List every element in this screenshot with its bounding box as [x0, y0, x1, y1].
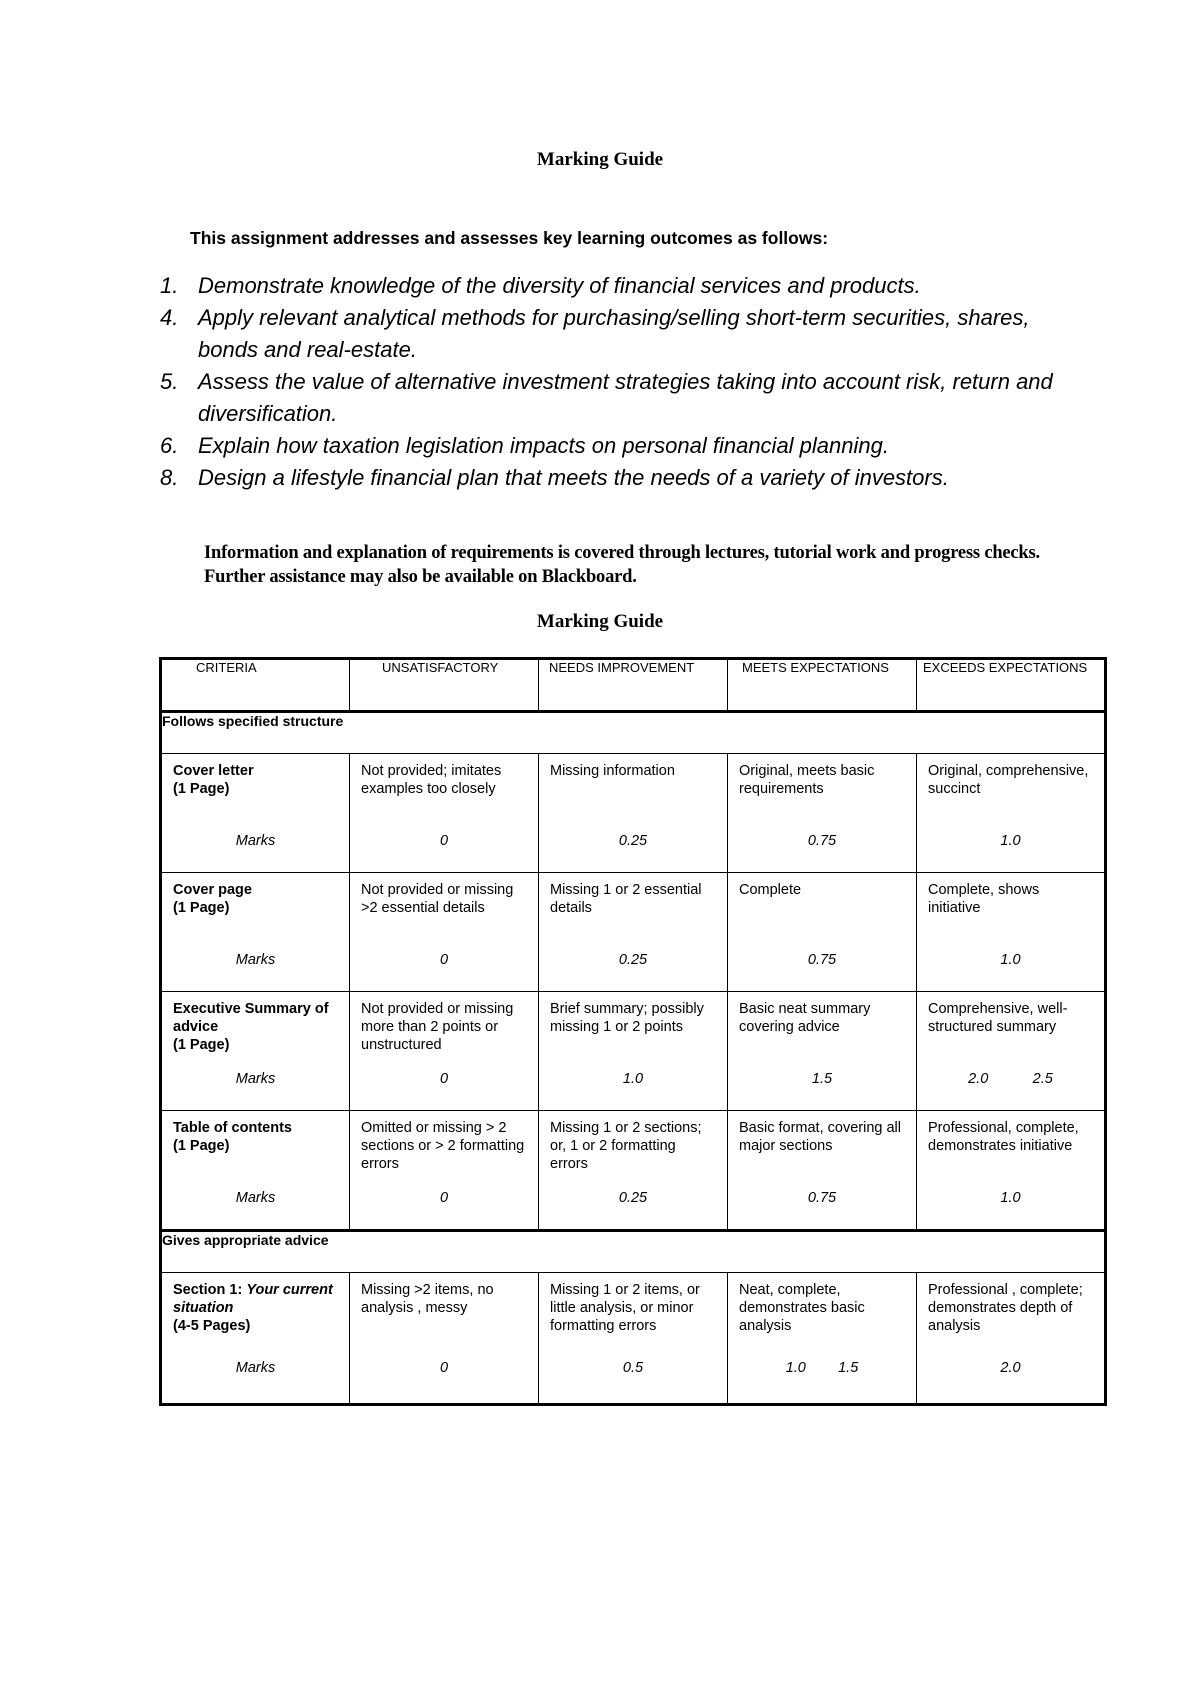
rating-description: Missing 1 or 2 essential details — [550, 882, 702, 916]
rating-cell — [917, 1111, 1106, 1231]
marking-rubric-table — [159, 657, 1107, 1406]
page-title: Marking Guide — [536, 149, 664, 170]
criterion-subtitle: Your current situation — [173, 1282, 333, 1316]
marks-value: 0 — [439, 1360, 449, 1376]
marks-value: 0 — [439, 833, 449, 849]
rating-description: Complete — [739, 882, 802, 898]
rating-cell — [350, 873, 539, 992]
criterion-name: Section 1: — [173, 1282, 247, 1298]
list-item — [160, 302, 1060, 366]
marks-value: 1.5 — [811, 1071, 833, 1087]
marks-label: Marks — [235, 952, 276, 968]
rating-description: Neat, complete, demonstrates basic analysis — [739, 1282, 865, 1334]
list-item — [160, 430, 1060, 462]
rating-cell — [917, 992, 1106, 1111]
table-header-row — [161, 659, 1106, 712]
rating-description: Missing information — [550, 763, 675, 779]
rating-description: Missing 1 or 2 items, or little analysis, or minor formatting errors — [550, 1282, 700, 1334]
criterion-pages: (4-5 Pages) — [173, 1318, 251, 1334]
outcome-text: Explain how taxation legislation impacts on personal financial planning. — [198, 433, 889, 458]
rating-description: Basic format, covering all major sections — [739, 1120, 901, 1154]
table-row — [161, 1111, 1106, 1231]
rating-cell — [728, 754, 917, 873]
rubric-title: Marking Guide — [536, 611, 664, 632]
section-row — [161, 712, 1106, 754]
criterion-name: Cover letter — [173, 763, 254, 779]
rating-description: Original, comprehensive, succinct — [928, 763, 1089, 797]
rating-cell — [350, 1111, 539, 1231]
table-row — [161, 754, 1106, 873]
rating-description: Missing 1 or 2 sections; or, 1 or 2 formatting errors — [550, 1120, 702, 1172]
marks-value: 0 — [439, 1071, 449, 1087]
header-meets-expectations: MEETS EXPECTATIONS — [728, 659, 917, 712]
rating-description: Not provided or missing more than 2 points or unstructured — [361, 1001, 514, 1053]
criterion-name: Executive Summary of advice — [173, 1001, 329, 1035]
criterion-cell — [161, 754, 350, 873]
criterion-name: Table of contents — [173, 1120, 292, 1136]
criterion-cell — [161, 1273, 350, 1405]
outcome-text: Design a lifestyle financial plan that meets the needs of a variety of investors. — [198, 465, 949, 490]
marks-value: 2.0 2.5 — [968, 1071, 1053, 1087]
outcome-number: 6. — [160, 433, 179, 458]
rating-description: Omitted or missing > 2 sections or > 2 formatting errors — [361, 1120, 525, 1172]
rating-cell — [917, 754, 1106, 873]
table-row — [161, 992, 1106, 1111]
outcome-number: 1. — [160, 273, 179, 298]
marks-value: 1.0 — [1000, 1190, 1021, 1206]
marks-label: Marks — [235, 1360, 276, 1376]
criterion-pages: (1 Page) — [173, 1138, 230, 1154]
rating-description: Professional , complete; demonstrates depth of analysis — [928, 1282, 1083, 1334]
rating-description: Not provided or missing >2 essential details — [361, 882, 514, 916]
header-unsatisfactory: UNSATISFACTORY — [350, 659, 539, 712]
outcome-number: 5. — [160, 369, 179, 394]
list-item — [160, 462, 1060, 494]
marks-label: Marks — [235, 1190, 276, 1206]
rating-cell — [539, 754, 728, 873]
outcomes-intro: This assignment addresses and assesses key learning outcomes as follows: — [190, 228, 829, 248]
list-item — [160, 366, 1060, 430]
outcome-text: Demonstrate knowledge of the diversity of financial services and products. — [198, 273, 921, 298]
marks-value: 0.75 — [807, 1190, 837, 1206]
requirements-info: Information and explanation of requirements is covered through lectures, tutorial work and progress checks. Further assistance may also be available on Blackboard. — [204, 543, 1040, 587]
rating-cell — [350, 1273, 539, 1405]
section-row — [161, 1231, 1106, 1273]
marks-value: 0.25 — [618, 952, 648, 968]
rating-cell — [728, 992, 917, 1111]
rating-description: Professional, complete, demonstrates initiative — [928, 1120, 1079, 1154]
marks-value: 0.75 — [807, 833, 837, 849]
criterion-pages: (1 Page) — [173, 781, 230, 797]
learning-outcomes-list — [160, 270, 1060, 494]
header-exceeds-expectations: EXCEEDS EXPECTATIONS — [917, 659, 1106, 712]
rating-description: Complete, shows initiative — [928, 882, 1040, 916]
marks-value: 0.25 — [618, 1190, 648, 1206]
marks-label: Marks — [235, 833, 276, 849]
marks-value: 0 — [439, 1190, 449, 1206]
rating-cell — [350, 992, 539, 1111]
marks-value: 1.0 1.5 — [785, 1360, 859, 1376]
rating-description: Comprehensive, well-structured summary — [928, 1001, 1068, 1035]
criterion-cell — [161, 1111, 350, 1231]
header-criteria: CRITERIA — [161, 659, 350, 712]
table-row — [161, 873, 1106, 992]
marks-value: 1.0 — [622, 1071, 644, 1087]
outcome-number: 8. — [160, 465, 179, 490]
rating-cell — [539, 992, 728, 1111]
rating-description: Not provided; imitates examples too closely — [361, 763, 502, 797]
marks-value: 0.25 — [618, 833, 648, 849]
marks-value: 0.75 — [807, 952, 837, 968]
criterion-cell — [161, 873, 350, 992]
rating-description: Basic neat summary covering advice — [739, 1001, 871, 1035]
criterion-name: Cover page — [173, 882, 252, 898]
outcome-text: Apply relevant analytical methods for purchasing/selling short-term securities, shares, bonds and real-estate. — [198, 305, 1030, 362]
rating-cell — [539, 1111, 728, 1231]
section-title: Follows specified structure — [161, 712, 1106, 754]
rating-cell — [728, 873, 917, 992]
list-item — [160, 270, 1060, 302]
marks-value: 0 — [439, 952, 449, 968]
rating-cell — [917, 873, 1106, 992]
table-row — [161, 1273, 1106, 1405]
rating-cell — [728, 1111, 917, 1231]
rating-description: Missing >2 items, no analysis , messy — [361, 1282, 494, 1316]
rating-cell — [917, 1273, 1106, 1405]
rating-cell — [350, 754, 539, 873]
marks-label: Marks — [235, 1071, 276, 1087]
marks-value: 2.0 — [1000, 1360, 1021, 1376]
criterion-pages: (1 Page) — [173, 1037, 230, 1053]
section-title: Gives appropriate advice — [161, 1231, 1106, 1273]
criterion-cell — [161, 992, 350, 1111]
rating-cell — [539, 873, 728, 992]
rating-cell — [728, 1273, 917, 1405]
marks-value: 0.5 — [622, 1360, 644, 1376]
rating-description: Brief summary; possibly missing 1 or 2 points — [550, 1001, 704, 1035]
rating-cell — [539, 1273, 728, 1405]
outcome-text: Assess the value of alternative investment strategies taking into account risk, return and diversification. — [198, 369, 1053, 426]
criterion-pages: (1 Page) — [173, 900, 230, 916]
outcome-number: 4. — [160, 305, 179, 330]
header-needs-improvement: NEEDS IMPROVEMENT — [539, 659, 728, 712]
marks-value: 1.0 — [1000, 952, 1021, 968]
rating-description: Original, meets basic requirements — [739, 763, 875, 797]
marks-value: 1.0 — [1000, 833, 1021, 849]
